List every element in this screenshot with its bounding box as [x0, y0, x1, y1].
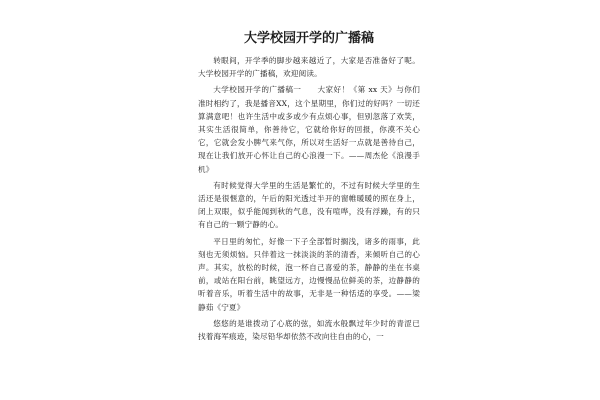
document-page: [198, 30, 420, 346]
paragraph-3: 平日里的匆忙，好像一下子全部暂时搁浅，诸多的雨事，此刻也无须烦恼。只伴着这一抹淡淡的茶的清香，来倾听自己的心声。其实，放松的时候，泡一杯自己喜爱的茶，静静的坐在书桌前，或站在阳台前，眺望远方，边慢慢品位鲜美的茶，边静静的听着音乐，听着生活中的故事，无非是一种恬适的享受。——梁静茹《宁夏》: [198, 236, 420, 312]
paragraph-1: 大学校园开学的广播稿一 大家好！《第 xx 天》与你们准时相约了，我是播音XX，这个星期里，你们过的好吗？一切还算满意吧！也许生活中或多或少有点烦心事，但别忽落了欢笑，其实生活很简单，你善待它，它就给你好的回报，你漠不关心它，它就会发小脾气来气你，所以对生活好一点就是善待自己，现在让我们放开心怀让自己的心浪漫一下。——周杰伦《浪漫手机》: [198, 85, 420, 174]
paragraph-4: 悠悠的是谁拨动了心底的弦，如流水般飘过年少时的青涩已找着海军痕迹，染尽铅华却依然不改向往自由的心，一: [198, 318, 420, 342]
paragraph-2: 有时候觉得大学里的生活是繁忙的，不过有时候大学里的生活还是很惬意的，午后的阳光透过半开的窗帷暖暖的照在身上，闭上双眼，似乎能闻到秋的气息，没有喧哗，没有浮躁，有的只有自己的一颗宁静的心。: [198, 180, 420, 230]
paragraph-intro: 转眼间，开学季的脚步越来越近了，大家是否准备好了呢。大学校园开学的广播稿，欢迎阅读。: [198, 56, 420, 79]
document-title: 大学校园开学的广播稿: [243, 31, 374, 46]
